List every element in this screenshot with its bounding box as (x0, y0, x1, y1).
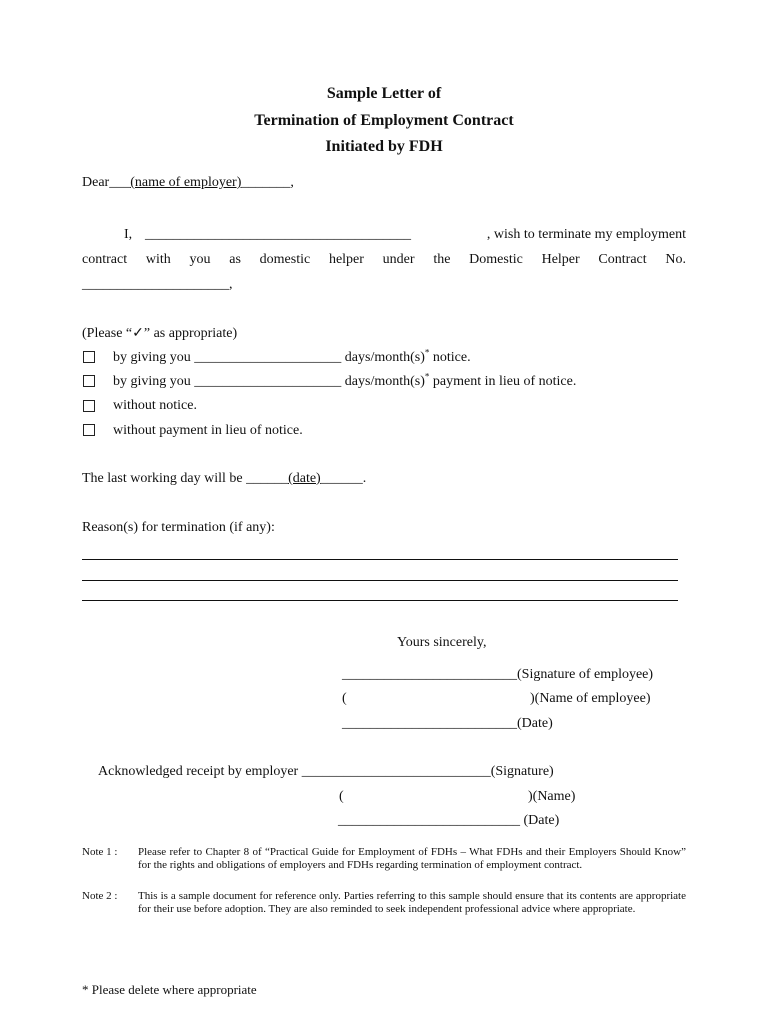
option-2-asterisk: * (424, 371, 430, 382)
option-text-4 (113, 422, 303, 440)
option-text-3 (113, 397, 197, 415)
note-2-text: This is a sample document for reference only. Parties referring to this sample should ensure that its contents are appropriate for their use before adoption. They are also reminded to seek independent professional advice where appropriate. (138, 890, 686, 915)
title-line-1: Sample Letter of (326, 85, 442, 102)
option-3-text: without notice. (113, 398, 197, 413)
employer-date-line: __________________________ (Date) (338, 813, 560, 828)
title-line-3: Initiated by FDH (325, 138, 443, 155)
last-day-prefix: The last working day will be (82, 471, 247, 486)
employee-name-open: ( (342, 691, 347, 706)
reason-line-1[interactable] (82, 559, 678, 560)
sign-off: Yours sincerely, (397, 635, 487, 650)
last-day-date-placeholder: (date) (288, 471, 321, 486)
option-text-1 (113, 349, 471, 367)
option-2-text: by giving you _____________________ days/month(s) (113, 374, 425, 389)
salutation-blank-right: _______ (241, 175, 291, 190)
option-1-tail: notice. (429, 350, 471, 365)
option-2-tail: payment in lieu of notice. (429, 374, 577, 389)
option-1-asterisk: * (424, 347, 430, 358)
note-1-label: Note 1 : (82, 846, 118, 858)
employee-signature-line: _________________________(Signature of employee) (342, 667, 654, 682)
footnote: * Please delete where appropriate (82, 982, 257, 997)
title-line-2: Termination of Employment Contract (254, 112, 514, 129)
acknowledgement-label: Acknowledged receipt by employer (98, 764, 302, 779)
option-1-text: by giving you _____________________ days/month(s) (113, 350, 425, 365)
helper-name-blank: ______________________________________ (145, 227, 411, 242)
option-checkbox-1[interactable] (83, 351, 95, 363)
option-checkbox-4[interactable] (83, 424, 95, 436)
last-day-blank-right: ______ (320, 471, 363, 486)
options-instruction: (Please “✓” as appropriate) (82, 326, 238, 341)
option-text-2 (113, 373, 576, 391)
salutation-blank-left: ___ (109, 175, 131, 190)
last-working-day (82, 470, 366, 488)
employer-name-close: )(Name) (528, 789, 576, 804)
note-2-label: Note 2 : (82, 890, 118, 902)
option-checkbox-2[interactable] (83, 375, 95, 387)
option-4-text: without payment in lieu of notice. (113, 423, 303, 438)
employee-name-close: )(Name of employee) (530, 691, 651, 706)
body-line-1-end: , wish to terminate my employment (486, 227, 686, 242)
last-day-blank-left: ______ (246, 471, 289, 486)
last-day-suffix: . (362, 471, 367, 486)
salutation (82, 174, 294, 192)
option-checkbox-3[interactable] (83, 400, 95, 412)
body-line-1-start: I, (124, 227, 133, 242)
acknowledgement-row (98, 763, 554, 781)
employer-signature-line: ___________________________(Signature) (301, 764, 554, 779)
reason-line-2[interactable] (82, 580, 678, 581)
salutation-prefix: Dear (82, 175, 110, 190)
employer-name-open: ( (339, 789, 344, 804)
body-line-2: contract with you as domestic helper under the Domestic Helper Contract No. (82, 252, 686, 267)
reasons-label: Reason(s) for termination (if any): (82, 520, 275, 535)
employer-name-placeholder: (name of employer) (130, 175, 242, 190)
note-1-text: Please refer to Chapter 8 of “Practical Guide for Employment of FDHs – What FDHs and their Employers Should Know” for the rights and obligations of employers and FDHs regarding termination of employment contract. (138, 846, 686, 871)
reason-line-3[interactable] (82, 600, 678, 601)
salutation-suffix: , (290, 175, 294, 190)
contract-number-blank: _____________________, (82, 277, 233, 292)
employee-date-line: _________________________(Date) (342, 716, 553, 731)
